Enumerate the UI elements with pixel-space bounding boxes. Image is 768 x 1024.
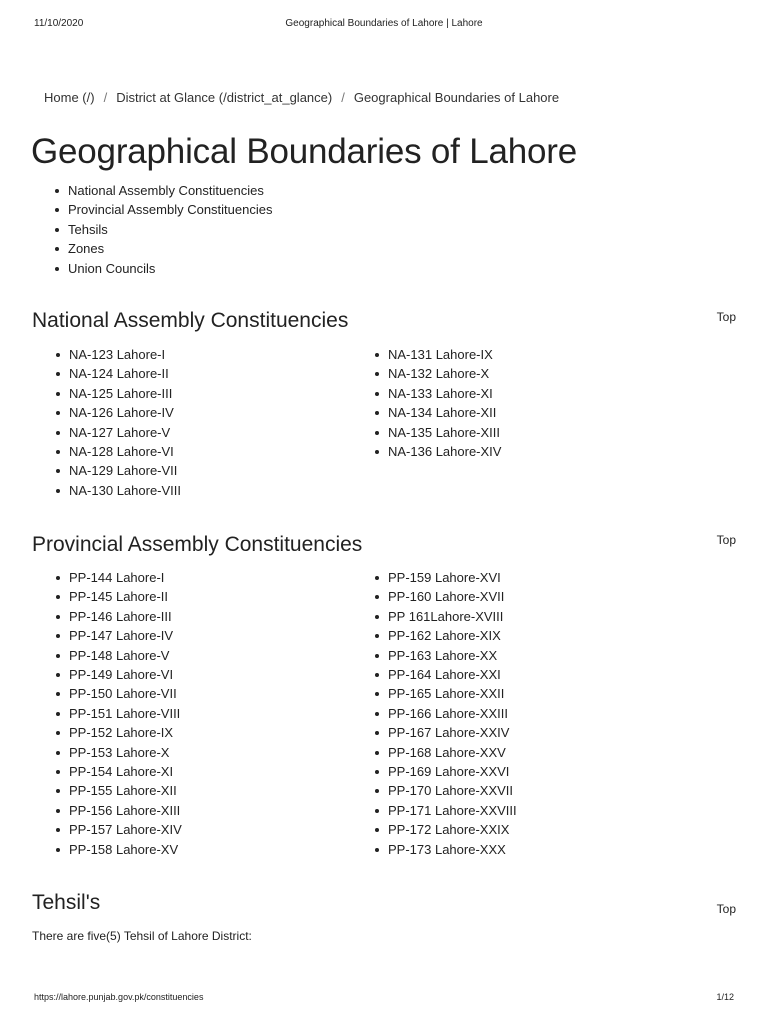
breadcrumb-district-link[interactable]: District at Glance (/district_at_glance) — [116, 90, 333, 105]
list-item: NA-128 Lahore-VI — [54, 442, 181, 461]
page-title: Geographical Boundaries of Lahore — [31, 132, 578, 171]
list-item: PP-148 Lahore-V — [54, 646, 182, 665]
list-item: NA-129 Lahore-VII — [54, 461, 181, 480]
list-item: NA-135 Lahore-XIII — [373, 423, 501, 442]
list-item: NA-134 Lahore-XII — [373, 403, 501, 422]
list-item: PP-172 Lahore-XXIX — [373, 820, 517, 839]
toc-link-zones[interactable]: Zones — [53, 239, 272, 258]
list-item: PP-156 Lahore-XIII — [54, 801, 182, 820]
list-item: PP-146 Lahore-III — [54, 607, 182, 626]
list-item: NA-126 Lahore-IV — [54, 403, 181, 422]
list-item: PP-145 Lahore-II — [54, 587, 182, 606]
list-item: PP-153 Lahore-X — [54, 743, 182, 762]
list-item: NA-132 Lahore-X — [373, 364, 501, 383]
list-item: NA-130 Lahore-VIII — [54, 481, 181, 500]
national-list-col2 — [373, 345, 501, 461]
list-item: PP-155 Lahore-XII — [54, 781, 182, 800]
list-item: PP-149 Lahore-VI — [54, 665, 182, 684]
list-item: PP-169 Lahore-XXVI — [373, 762, 517, 781]
top-link[interactable]: Top — [716, 533, 736, 547]
national-assembly-heading: National Assembly Constituencies — [32, 309, 349, 332]
list-item: PP-152 Lahore-IX — [54, 723, 182, 742]
table-of-contents — [53, 181, 272, 278]
page-number: 1/12 — [716, 992, 734, 1002]
list-item: PP-173 Lahore-XXX — [373, 840, 517, 859]
list-item: PP 161Lahore-XVIII — [373, 607, 517, 626]
list-item: PP-151 Lahore-VIII — [54, 704, 182, 723]
list-item: PP-160 Lahore-XVII — [373, 587, 517, 606]
list-item: PP-167 Lahore-XXIV — [373, 723, 517, 742]
breadcrumb — [44, 90, 559, 105]
toc-link-union-councils[interactable]: Union Councils — [53, 259, 272, 278]
list-item: PP-150 Lahore-VII — [54, 684, 182, 703]
list-item: NA-133 Lahore-XI — [373, 384, 501, 403]
breadcrumb-separator: / — [341, 90, 345, 105]
list-item: PP-166 Lahore-XXIII — [373, 704, 517, 723]
list-item: PP-159 Lahore-XVI — [373, 568, 517, 587]
list-item: PP-154 Lahore-XI — [54, 762, 182, 781]
list-item: PP-163 Lahore-XX — [373, 646, 517, 665]
list-item: PP-147 Lahore-IV — [54, 626, 182, 645]
list-item: PP-165 Lahore-XXII — [373, 684, 517, 703]
provincial-assembly-heading: Provincial Assembly Constituencies — [32, 533, 363, 556]
top-link[interactable]: Top — [716, 902, 736, 916]
top-link[interactable]: Top — [716, 310, 736, 324]
tehsils-intro-text: There are five(5) Tehsil of Lahore District: — [32, 929, 252, 943]
list-item: NA-123 Lahore-I — [54, 345, 181, 364]
list-item: NA-124 Lahore-II — [54, 364, 181, 383]
provincial-list-col1 — [54, 568, 182, 859]
list-item: PP-170 Lahore-XXVII — [373, 781, 517, 800]
list-item: PP-162 Lahore-XIX — [373, 626, 517, 645]
list-item: NA-125 Lahore-III — [54, 384, 181, 403]
tehsils-heading: Tehsil's — [32, 891, 101, 914]
breadcrumb-separator: / — [103, 90, 108, 105]
toc-link-national[interactable]: National Assembly Constituencies — [53, 181, 272, 200]
list-item: PP-168 Lahore-XXV — [373, 743, 517, 762]
list-item: PP-157 Lahore-XIV — [54, 820, 182, 839]
list-item: NA-136 Lahore-XIV — [373, 442, 501, 461]
print-url: https://lahore.punjab.gov.pk/constituencies — [34, 992, 204, 1002]
breadcrumb-current: Geographical Boundaries of Lahore — [353, 90, 560, 105]
breadcrumb-home-link[interactable]: Home (/) — [44, 90, 95, 105]
print-date: 11/10/2020 — [34, 18, 84, 29]
list-item: PP-171 Lahore-XXVIII — [373, 801, 517, 820]
national-list-col1 — [54, 345, 181, 500]
list-item: PP-144 Lahore-I — [54, 568, 182, 587]
list-item: NA-131 Lahore-IX — [373, 345, 501, 364]
list-item: PP-158 Lahore-XV — [54, 840, 182, 859]
provincial-list-col2 — [373, 568, 517, 859]
list-item: NA-127 Lahore-V — [54, 423, 181, 442]
toc-link-provincial[interactable]: Provincial Assembly Constituencies — [53, 200, 272, 219]
print-document-title: Geographical Boundaries of Lahore | Lahore — [285, 18, 483, 29]
list-item: PP-164 Lahore-XXI — [373, 665, 517, 684]
toc-link-tehsils[interactable]: Tehsils — [53, 220, 272, 239]
